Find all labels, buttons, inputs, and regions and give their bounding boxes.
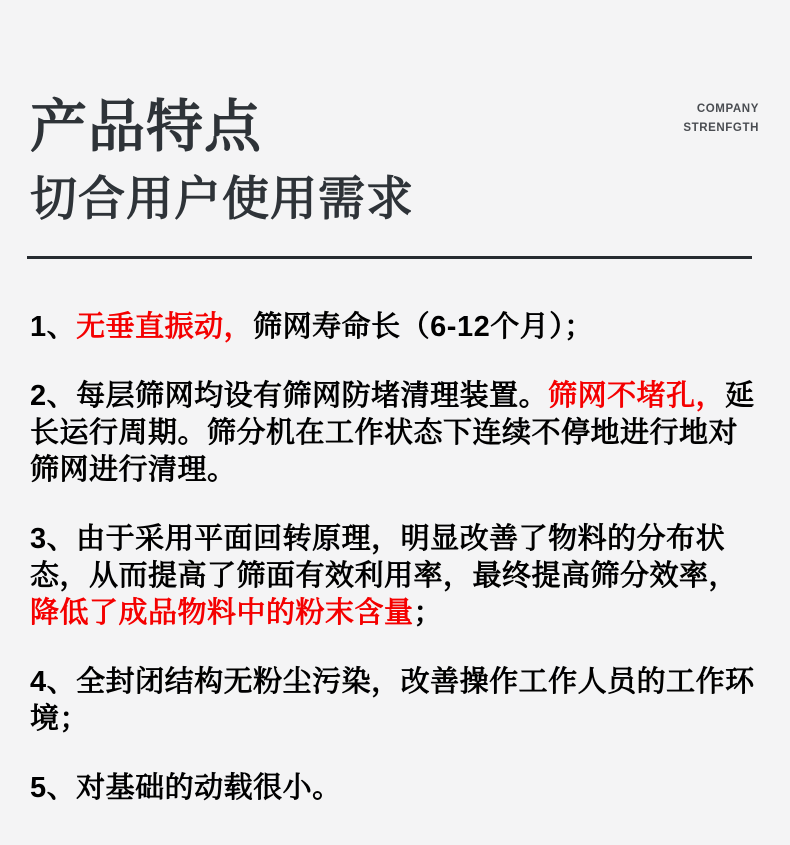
page-header <box>0 0 790 225</box>
feature-highlight-text: 降低了成品物料中的粉末含量 <box>30 596 414 629</box>
feature-item <box>30 521 764 632</box>
feature-text: 3、由于采用平面回转原理，明显改善了物料的分布状态，从而提高了筛面有效利用率，最终提高筛分效率， <box>30 522 739 592</box>
feature-item <box>30 378 764 489</box>
feature-highlight-text: 无垂直振动， <box>76 310 254 343</box>
feature-text: 4、全封闭结构无粉尘污染，改善操作工作人员的工作环境； <box>30 665 755 735</box>
feature-item <box>30 309 764 346</box>
page-subtitle: 切合用户使用需求 <box>30 171 414 225</box>
feature-item <box>30 664 764 738</box>
feature-text: 筛网寿命长（6-12个月）； <box>253 310 594 343</box>
feature-text: 5、对基础的动载很小。 <box>30 771 342 804</box>
page-title: 产品特点 <box>30 95 262 159</box>
feature-highlight-text: 筛网不堵孔， <box>548 379 726 412</box>
feature-list <box>0 259 790 807</box>
company-strength-line2: STRENFGTH <box>683 122 759 134</box>
feature-text: 1、 <box>30 310 77 343</box>
feature-text: 2、每层筛网均设有筛网防堵清理装置。 <box>30 379 549 412</box>
company-strength-line1: COMPANY <box>696 103 759 115</box>
feature-text: 延长运行周期。筛分机在工作状态下连续不停地进行地对筛网进行清理。 <box>30 379 755 486</box>
feature-text: ； <box>413 596 444 629</box>
feature-item <box>30 770 764 807</box>
company-strength-label <box>683 100 759 138</box>
